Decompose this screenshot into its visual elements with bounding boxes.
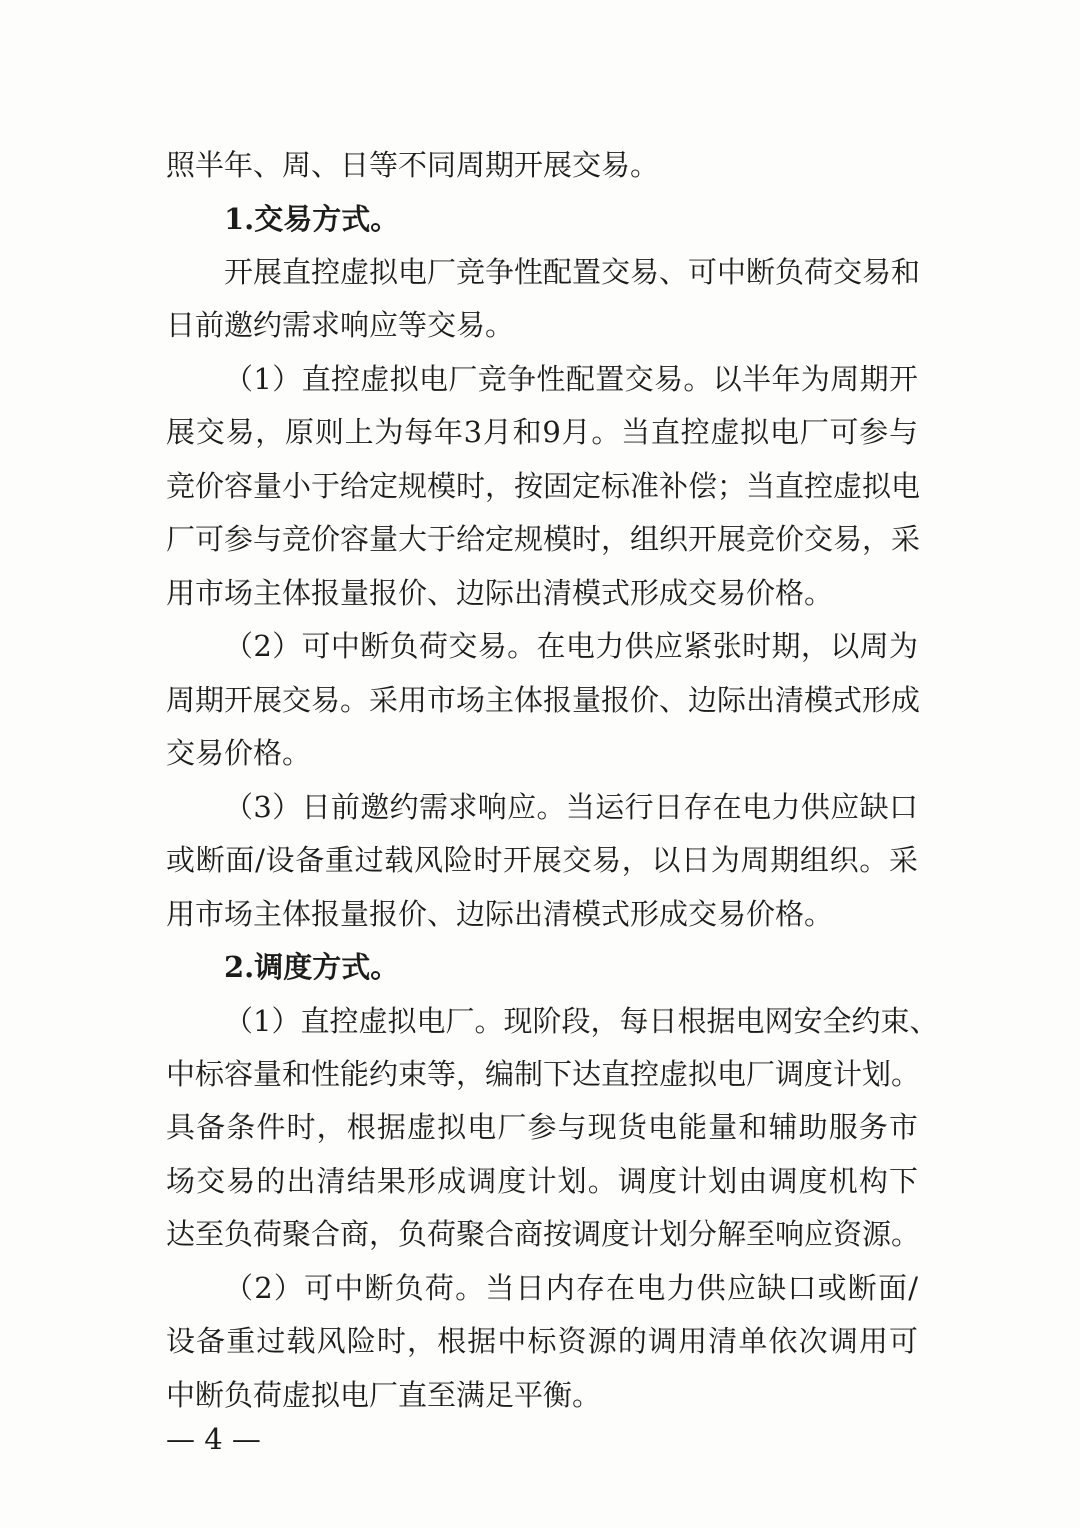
text-line: 具备条件时，根据虚拟电厂参与现货电能量和辅助服务市 [166, 1110, 918, 1144]
text-line: 厂可参与竞价容量大于给定规模时，组织开展竞价交易，采 [166, 522, 921, 556]
text-line: 中标容量和性能约束等，编制下达直控虚拟电厂调度计划。 [166, 1057, 921, 1091]
text-line: 周期开展交易。采用市场主体报量报价、边际出清模式形成 [166, 683, 921, 717]
text-line: 场交易的出清结果形成调度计划。调度计划由调度机构下 [166, 1164, 918, 1198]
text-line: 日前邀约需求响应等交易。 [166, 308, 515, 342]
text-line: （1）直控虚拟电厂。现阶段，每日根据电网安全约束、 [224, 1004, 939, 1038]
text-line: 照半年、周、日等不同周期开展交易。 [166, 148, 660, 182]
text-line: 达至负荷聚合商，负荷聚合商按调度计划分解至响应资源。 [166, 1217, 921, 1251]
text-line: （3）日前邀约需求响应。当运行日存在电力供应缺口 [224, 790, 918, 824]
text-line: 用市场主体报量报价、边际出清模式形成交易价格。 [166, 576, 834, 610]
text-line: 或断面/设备重过载风险时开展交易，以日为周期组织。采 [166, 843, 918, 877]
text-line: 设备重过载风险时，根据中标资源的调用清单依次调用可 [166, 1324, 918, 1358]
text-line: （2）可中断负荷。当日内存在电力供应缺口或断面/ [224, 1271, 918, 1305]
section-heading: 1.交易方式。 [224, 202, 400, 236]
text-line: （1）直控虚拟电厂竞争性配置交易。以半年为周期开 [224, 362, 918, 396]
page-number: — 4 — [166, 1422, 261, 1456]
text-line: （2）可中断负荷交易。在电力供应紧张时期，以周为 [224, 629, 918, 663]
section-heading: 2.调度方式。 [224, 950, 400, 984]
text-line: 中断负荷虚拟电厂直至满足平衡。 [166, 1378, 602, 1412]
text-line: 展交易，原则上为每年3月和9月。当直控虚拟电厂可参与 [166, 415, 918, 449]
text-line: 竞价容量小于给定规模时，按固定标准补偿；当直控虚拟电 [166, 469, 921, 503]
text-line: 用市场主体报量报价、边际出清模式形成交易价格。 [166, 897, 834, 931]
text-line: 开展直控虚拟电厂竞争性配置交易、可中断负荷交易和 [224, 255, 921, 289]
text-line: 交易价格。 [166, 736, 312, 770]
